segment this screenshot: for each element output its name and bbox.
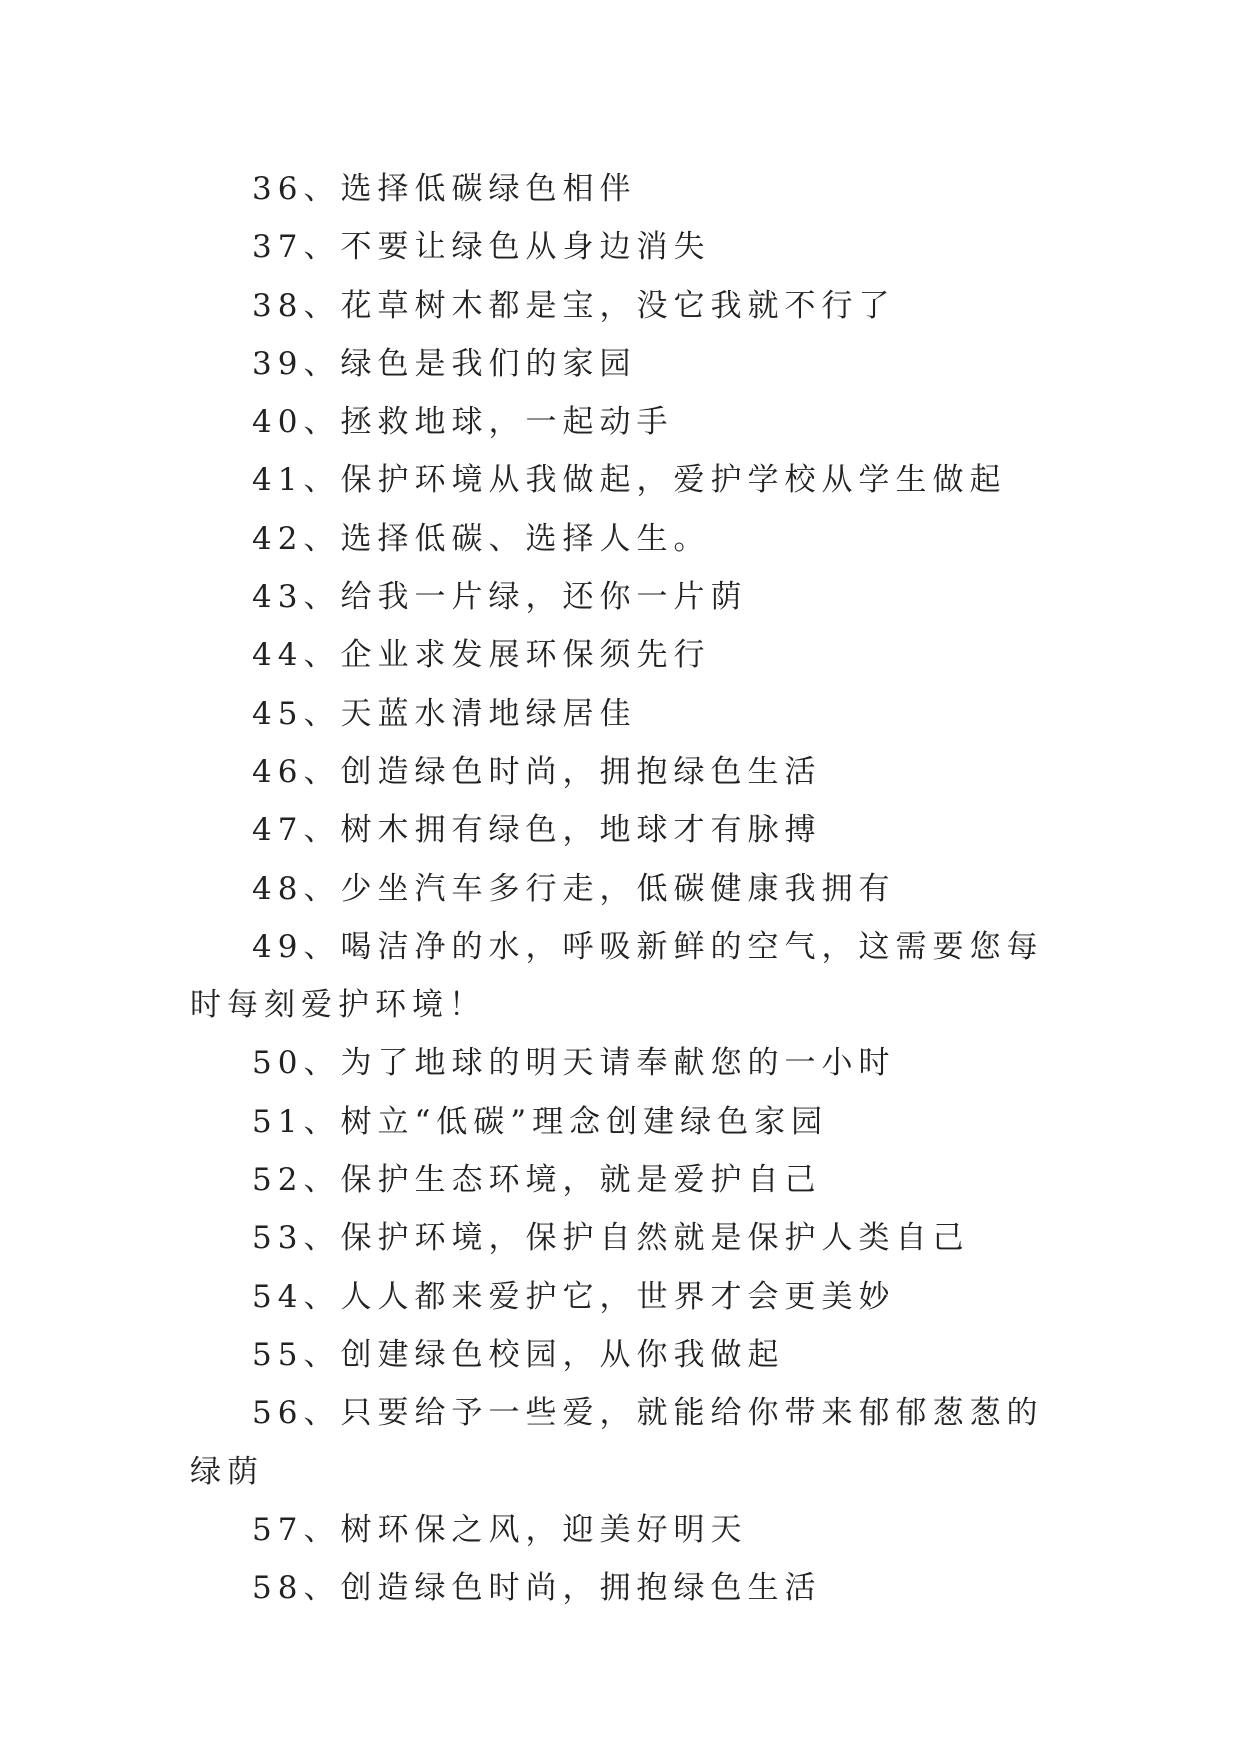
list-item: 36、选择低碳绿色相伴 — [252, 171, 637, 207]
list-item: 46、创造绿色时尚，拥抱绿色生活 — [252, 753, 822, 790]
list-item: 40、拯救地球，一起动手 — [252, 404, 674, 441]
list-item: 54、人人都来爱护它，世界才会更美妙 — [252, 1278, 896, 1315]
list-item: 50、为了地球的明天请奉献您的一小时 — [252, 1045, 896, 1082]
list-item: 56、只要给予一些爱，就能给你带来郁郁葱葱的绿荫 — [190, 1395, 1044, 1490]
list-item: 45、天蓝水清地绿居佳 — [252, 695, 637, 732]
list-item: 38、花草树木都是宝，没它我就不行了 — [252, 287, 896, 324]
list-item: 52、保护生态环境，就是爱护自己 — [252, 1162, 822, 1199]
list-item: 58、创造绿色时尚，拥抱绿色生活 — [252, 1570, 822, 1607]
list-item: 41、保护环境从我做起，爱护学校从学生做起 — [252, 462, 1007, 499]
list-item: 49、喝洁净的水，呼吸新鲜的空气，这需要您每时每刻爱护环境！ — [190, 928, 1044, 1024]
list-item: 57、树环保之风，迎美好明天 — [252, 1511, 748, 1548]
list-item: 44、企业求发展环保须先行 — [252, 637, 711, 674]
list-item: 48、少坐汽车多行走，低碳健康我拥有 — [252, 870, 896, 907]
list-item: 39、绿色是我们的家园 — [252, 345, 637, 382]
list-item: 37、不要让绿色从身边消失 — [252, 229, 711, 266]
list-item: 43、给我一片绿，还你一片荫 — [252, 579, 748, 616]
list-item: 51、树立“低碳”理念创建绿色家园 — [252, 1103, 829, 1140]
slogan-list — [190, 160, 1052, 1617]
list-item: 42、选择低碳、选择人生。 — [252, 520, 711, 557]
list-item: 47、树木拥有绿色，地球才有脉搏 — [252, 812, 822, 849]
list-item: 53、保护环境，保护自然就是保护人类自己 — [252, 1220, 970, 1257]
list-item: 55、创建绿色校园，从你我做起 — [252, 1336, 785, 1373]
